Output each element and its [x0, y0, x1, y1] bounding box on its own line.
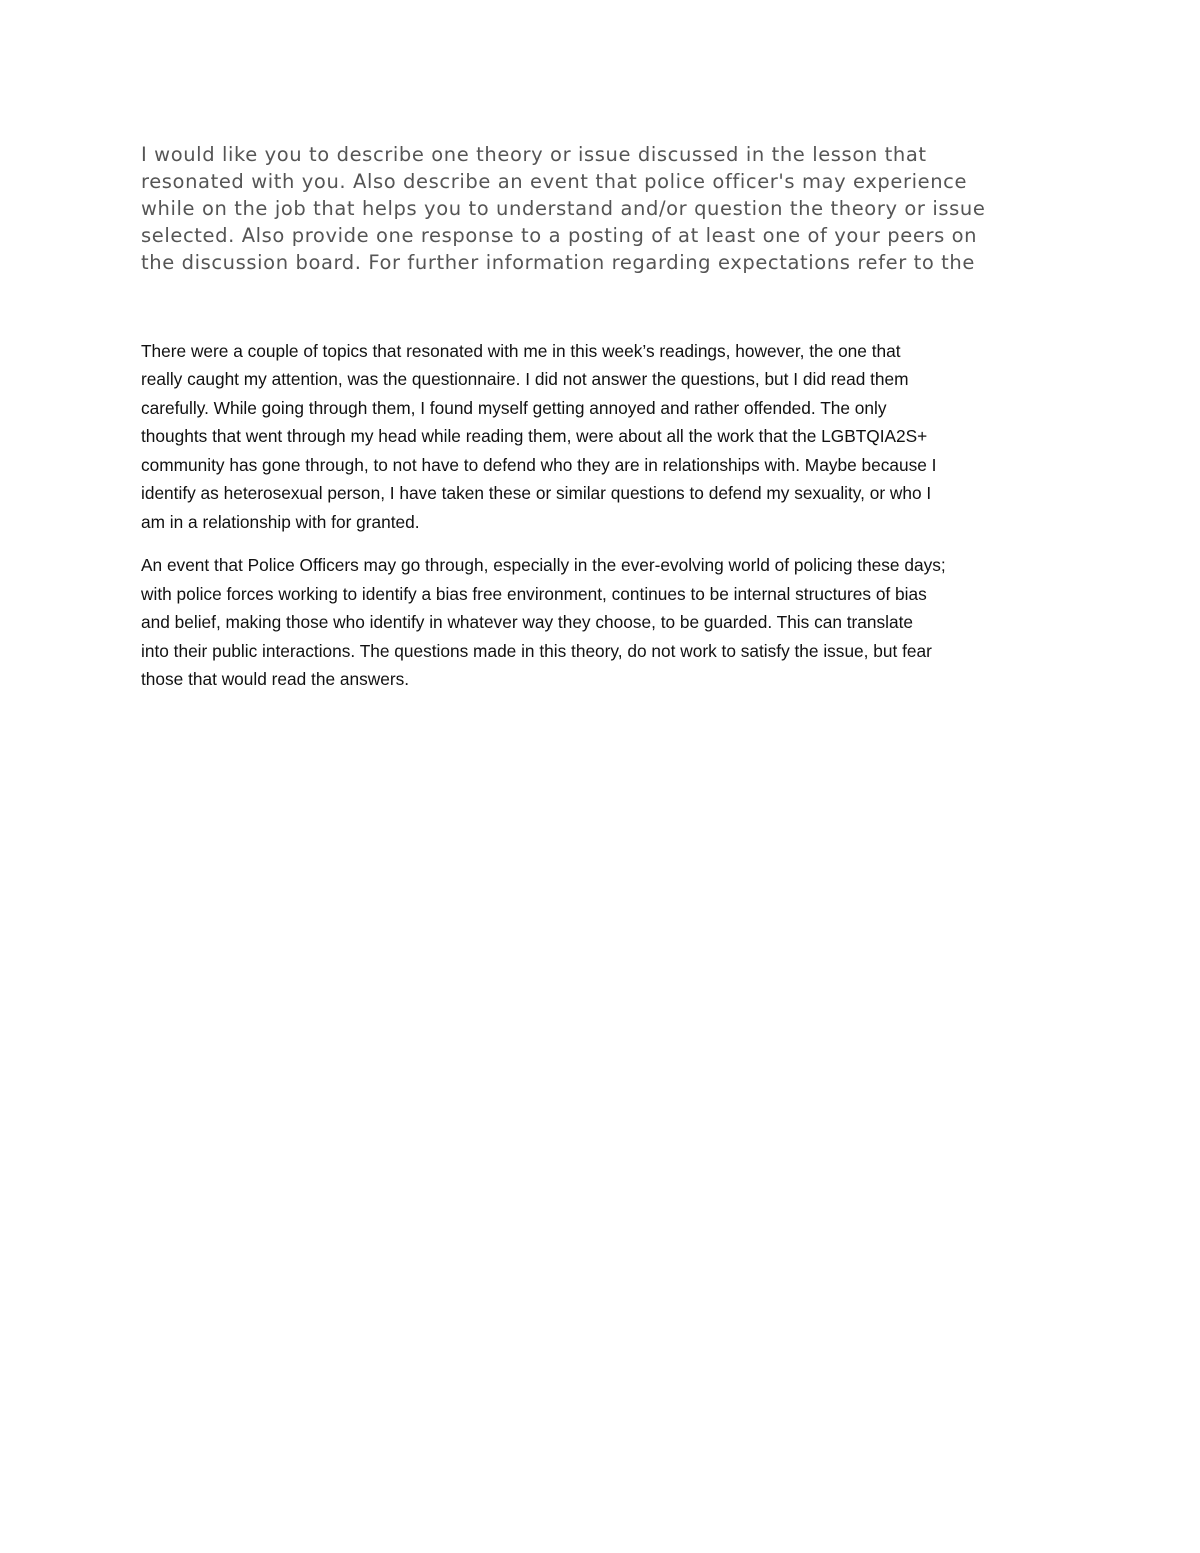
body-line: into their public interactions. The questions made in this theory, do not work to satisfy the issue, but fear — [141, 641, 932, 661]
body-line: and belief, making those who identify in whatever way they choose, to be guarded. This can translate — [141, 612, 914, 632]
body-line: those that would read the answers. — [141, 669, 410, 689]
prompt-line: resonated with you. Also describe an event that police officer's may experience — [141, 170, 968, 193]
body-line: carefully. While going through them, I found myself getting annoyed and rather offended. The only — [141, 398, 887, 418]
body-line: am in a relationship with for granted. — [141, 512, 420, 532]
body-line: There were a couple of topics that resonated with me in this week’s readings, however, the one that — [141, 341, 901, 361]
prompt-line: I would like you to describe one theory or issue discussed in the lesson that — [141, 143, 927, 166]
body-line: with police forces working to identify a bias free environment, continues to be internal structures of bias — [141, 584, 927, 604]
prompt-line: while on the job that helps you to understand and/or question the theory or issue — [141, 197, 986, 220]
prompt-line: selected. Also provide one response to a posting of at least one of your peers on — [141, 224, 978, 247]
body-line: really caught my attention, was the questionnaire. I did not answer the questions, but I did read them — [141, 369, 909, 389]
body-line: community has gone through, to not have to defend who they are in relationships with. Maybe because I — [141, 455, 937, 475]
prompt-line: the discussion board. For further information regarding expectations refer to the — [141, 251, 975, 274]
body-line: thoughts that went through my head while reading them, were about all the work that the LGBTQIA2S+ — [141, 426, 928, 446]
body-line: An event that Police Officers may go through, especially in the ever-evolving world of policing these days; — [141, 555, 946, 575]
body-line: identify as heterosexual person, I have taken these or similar questions to defend my sexuality, or who I — [141, 483, 932, 503]
